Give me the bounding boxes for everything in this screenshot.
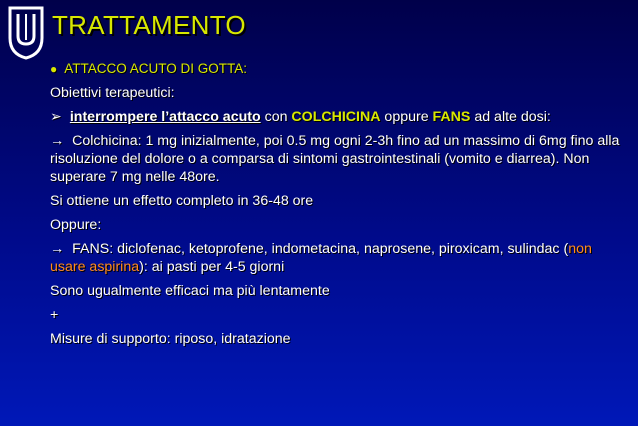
colchicina-text: Colchicina: 1 mg inizialmente, poi 0.5 mg ogni 2-3h fino ad un massimo di 6mg fino alla risoluzione del dolore o a comparsa di sintomi gastrointestinali (vomito e diarrea). Non superare 7 mg nelle 48ore. (50, 133, 620, 185)
colchicina-paragraph (50, 132, 620, 186)
effetto-line: Si ottiene un effetto completo in 36-48 ore (50, 193, 314, 209)
goal-rest: ad alte dosi: (470, 109, 551, 125)
efficaci-line: Sono ugualmente efficaci ma più lentamente (50, 283, 330, 299)
goal-oppure: oppure (380, 109, 433, 125)
supporto-line: Misure di supporto: riposo, idratazione (50, 331, 291, 347)
obiettivi-line: Obiettivi terapeutici: (50, 85, 175, 101)
fans-warning: non usare aspirina (50, 241, 592, 275)
arrow-icon: → (50, 241, 65, 257)
slide-content (50, 60, 620, 348)
oppure-line: Oppure: (50, 217, 102, 233)
arrow-icon: → (50, 133, 65, 149)
university-logo-icon (6, 6, 46, 60)
goal-line (50, 108, 620, 126)
fans-paragraph (50, 240, 620, 276)
bullet-dot-icon: ● (50, 62, 58, 76)
goal-colchicina: COLCHICINA (291, 109, 381, 125)
bullet-heading (50, 60, 620, 78)
fans-text-end: ): ai pasti per 4-5 giorni (139, 259, 285, 275)
fans-text-start: FANS: diclofenac, ketoprofene, indometacina, naprosene, piroxicam, sulindac ( (72, 241, 569, 257)
arrow-bullet-icon: ➢ (50, 109, 62, 125)
bullet-text: ATTACCO ACUTO DI GOTTA: (64, 61, 248, 76)
goal-underlined: interrompere l’attacco acuto (69, 109, 261, 125)
slide-title: TRATTAMENTO (52, 10, 246, 40)
goal-fans: FANS (432, 109, 471, 125)
goal-con: con (260, 109, 292, 125)
plus-line: + (50, 307, 59, 323)
